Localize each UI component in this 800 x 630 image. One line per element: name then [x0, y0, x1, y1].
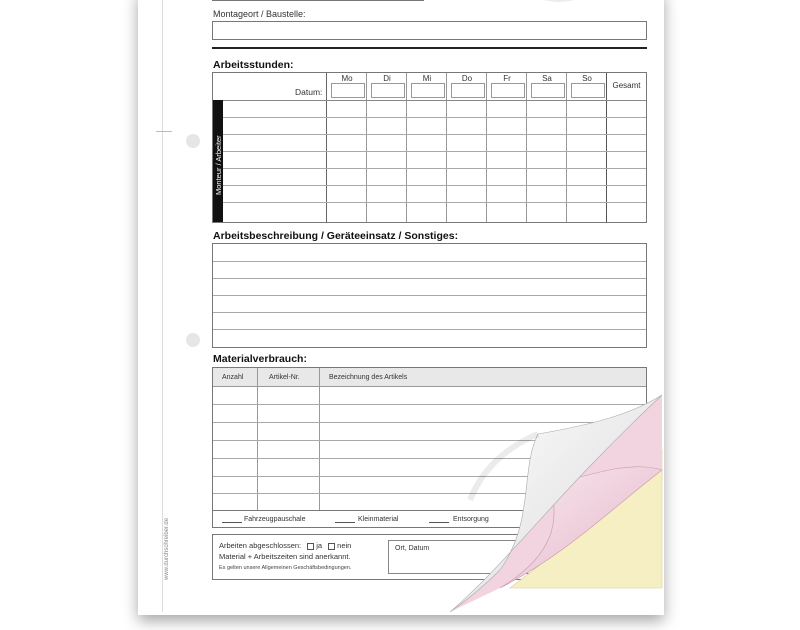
- entsorgung-label: Entsorgung: [453, 516, 489, 523]
- punch-hole-bottom: [186, 333, 200, 347]
- day-do: Do: [461, 74, 473, 83]
- page-curl-copies: [440, 390, 665, 615]
- date-input-mo[interactable]: [331, 83, 365, 98]
- material-title: Materialverbrauch:: [213, 353, 307, 365]
- ort-datum-label: Ort, Datum: [395, 545, 430, 552]
- col-artikel-nr: Artikel-Nr.: [269, 374, 300, 381]
- monteur-side-label: Monteur / Arbeiter: [214, 135, 223, 195]
- agb-note: Es gelten unsere Allgemeinen Geschäftsbedingungen.: [219, 565, 352, 571]
- col-anzahl: Anzahl: [222, 374, 244, 381]
- beschreibung-box[interactable]: [212, 243, 647, 348]
- fahrzeugpauschale-label: Fahrzeugpauschale: [244, 516, 306, 523]
- checkbox-ja[interactable]: [307, 543, 314, 550]
- date-input-do[interactable]: [451, 83, 485, 98]
- col-divider: [326, 73, 327, 222]
- arbeitsstunden-title: Arbeitsstunden:: [213, 59, 294, 71]
- col-divider: [257, 368, 258, 510]
- fold-mark: [156, 131, 172, 132]
- row-line: [223, 151, 646, 152]
- section-rule: [212, 47, 647, 49]
- header-divider: [213, 100, 646, 101]
- kleinmaterial-blank[interactable]: [335, 522, 355, 523]
- date-input-mi[interactable]: [411, 83, 445, 98]
- day-sa: Sa: [542, 74, 552, 83]
- montageort-label: Montageort / Baustelle:: [213, 9, 306, 19]
- day-fr: Fr: [503, 74, 511, 83]
- date-input-so[interactable]: [571, 83, 605, 98]
- row-line: [223, 168, 646, 169]
- logo-placeholder: [523, 0, 595, 2]
- col-divider: [319, 368, 320, 510]
- col-divider: [366, 73, 367, 222]
- col-divider: [486, 73, 487, 222]
- writing-line: [213, 295, 646, 296]
- writing-line: [213, 329, 646, 330]
- day-so: So: [582, 74, 592, 83]
- gesamt-label: Gesamt: [612, 81, 641, 90]
- datum-label: Datum:: [295, 87, 323, 97]
- day-mo: Mo: [341, 74, 353, 83]
- day-di: Di: [383, 74, 391, 83]
- nein-label: nein: [337, 541, 352, 550]
- col-divider: [446, 73, 447, 222]
- date-input-fr[interactable]: [491, 83, 525, 98]
- arbeitsstunden-table: [212, 72, 647, 223]
- abgeschlossen-label: Arbeiten abgeschlossen:: [219, 541, 302, 550]
- row-line: [223, 134, 646, 135]
- col-divider: [566, 73, 567, 222]
- col-divider: [406, 73, 407, 222]
- checkbox-nein[interactable]: [328, 543, 335, 550]
- col-divider: [606, 73, 607, 222]
- day-mi: Mi: [422, 74, 432, 83]
- publisher-url: www.durchschreiber.de: [164, 517, 170, 580]
- kleinmaterial-label: Kleinmaterial: [358, 516, 399, 523]
- row-line: [223, 185, 646, 186]
- row-line: [223, 202, 646, 203]
- fahrzeug-blank[interactable]: [222, 522, 242, 523]
- writing-line: [213, 261, 646, 262]
- beschreibung-title: Arbeitsbeschreibung / Geräteeinsatz / Sonstiges:: [213, 230, 459, 242]
- date-input-sa[interactable]: [531, 83, 565, 98]
- ja-label: ja: [316, 541, 323, 550]
- row-line: [223, 117, 646, 118]
- writing-line: [213, 278, 646, 279]
- monteur-side-bar: [213, 100, 223, 222]
- montageort-field[interactable]: [212, 21, 647, 40]
- abgeschlossen-row: [219, 541, 351, 550]
- col-divider: [526, 73, 527, 222]
- anerkannt-text: Material + Arbeitszeiten sind anerkannt.: [219, 552, 351, 561]
- writing-line: [213, 312, 646, 313]
- punch-hole-top: [186, 134, 200, 148]
- col-bezeichnung: Bezeichnung des Artikels: [329, 374, 408, 381]
- date-input-di[interactable]: [371, 83, 405, 98]
- margin-line: [162, 0, 163, 612]
- previous-field[interactable]: [212, 0, 424, 1]
